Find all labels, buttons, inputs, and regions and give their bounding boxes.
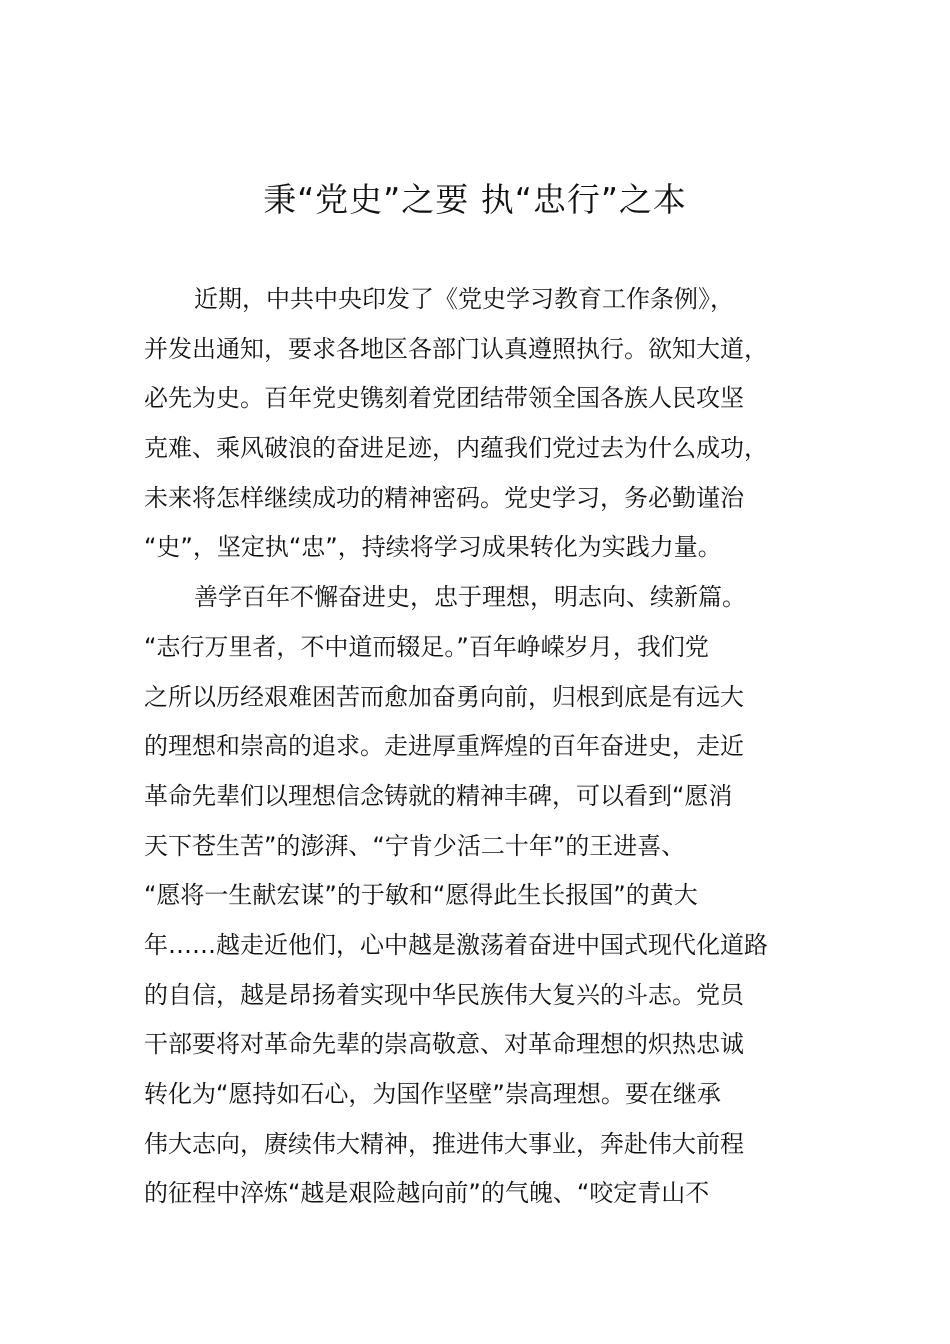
paragraph-line: “志行万里者，不中道而辍足。”百年峥嵘岁月，我们党	[144, 632, 709, 661]
paragraph-line: 干部要将对革命先辈的崇高敬意、对革命理想的炽热忠诚	[144, 1030, 744, 1059]
paragraph-line: 并发出通知，要求各地区各部门认真遵照执行。欲知大道，	[144, 334, 768, 363]
paragraph-line: 年……越走近他们，心中越是激荡着奋进中国式现代化道路	[144, 930, 768, 959]
paragraph-line: 的自信，越是昂扬着实现中华民族伟大复兴的斗志。党员	[144, 980, 744, 1009]
paragraph-line: 必先为史。百年党史镌刻着党团结带领全国各族人民攻坚	[144, 384, 744, 413]
paragraph-line: 的征程中淬炼“越是艰险越向前”的气魄、“咬定青山不	[144, 1179, 710, 1208]
paragraph-line: 克难、乘风破浪的奋进足迹，内蕴我们党过去为什么成功，	[144, 434, 768, 463]
paragraph-line: 革命先辈们以理想信念铸就的精神丰碑，可以看到“愿消	[144, 781, 733, 810]
document-body	[144, 275, 824, 1219]
paragraph-line: 天下苍生苦”的澎湃、“宁肯少活二十年”的王进喜、	[144, 831, 686, 860]
paragraph-line: 之所以历经艰难困苦而愈加奋勇向前，归根到底是有远大	[144, 682, 744, 711]
paragraph-line: 转化为“愿持如石心，为国作坚壁”崇高理想。要在继承	[144, 1080, 721, 1108]
paragraph-line: 近期，中共中央印发了《党史学习教育工作条例》，	[194, 285, 734, 313]
paragraph-line: 的理想和崇高的追求。走进厚重辉煌的百年奋进史，走近	[144, 732, 744, 761]
paragraph-line: 伟大志向，赓续伟大精神，推进伟大事业，奔赴伟大前程	[144, 1129, 744, 1158]
paragraph-line: “愿将一生献宏谋”的于敏和“愿得此生长报国”的黄大	[144, 881, 698, 910]
document-title: 秉“党史”之要 执“忠行”之本	[263, 180, 687, 219]
paragraph-line: 善学百年不懈奋进史，忠于理想，明志向、续新篇。	[194, 583, 746, 612]
paragraph-line: 未来将怎样继续成功的精神密码。党史学习，务必勤谨治	[144, 483, 744, 512]
paragraph-line: “史”，坚定执“忠”，持续将学习成果转化为实践力量。	[144, 533, 722, 562]
